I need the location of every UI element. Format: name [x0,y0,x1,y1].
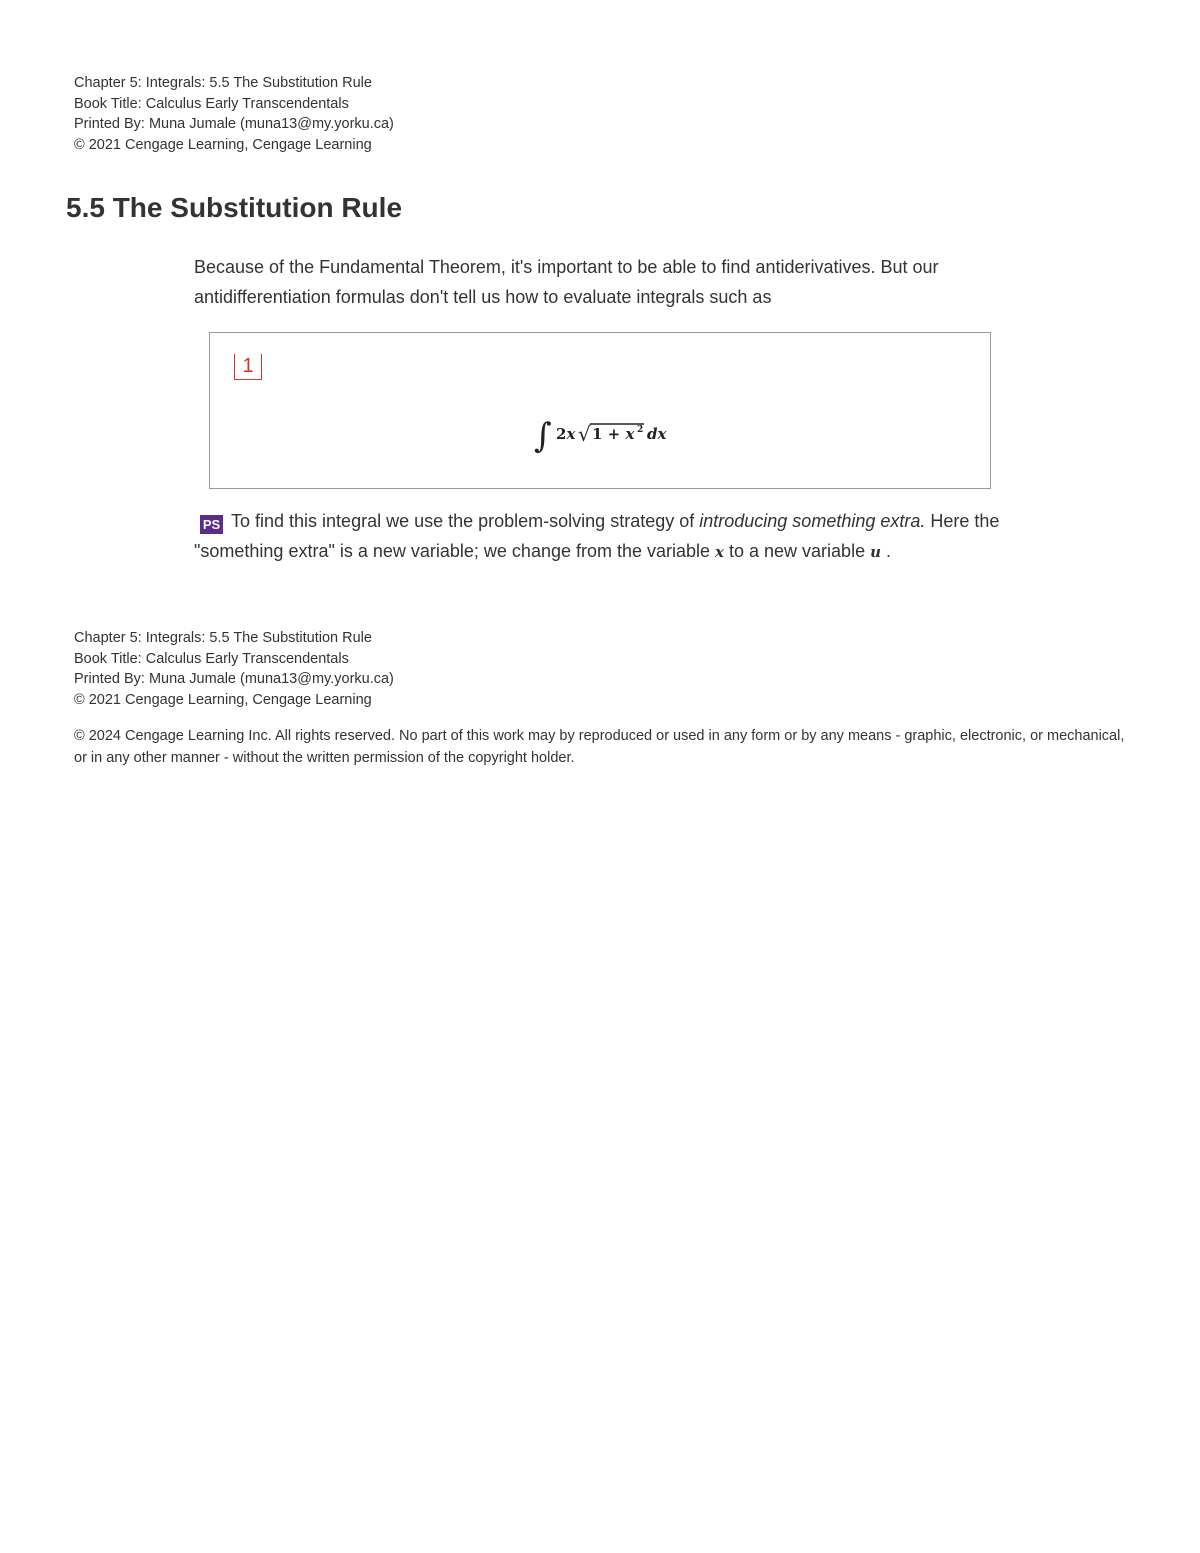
section-title: 5.5 The Substitution Rule [66,192,403,223]
chapter-line: Chapter 5: Integrals: 5.5 The Substitution Rule [74,630,372,646]
paragraph-text-mid2: to a new variable [724,540,871,561]
svg-text:2: 2 [637,425,644,435]
svg-text:2x: 2x [556,425,576,443]
print-footer [74,628,394,710]
printed-by-line: Printed By: Muna Jumale (muna13@my.yorku.ca) [74,671,394,688]
svg-text:1 + x: 1 + x [592,425,635,443]
legal-notice: © 2024 Cengage Learning Inc. All rights reserved. No part of this work may by reproduced or used in any form or by any means - graphic, electronic, or mechanical, or in any other manner - without the written permission of the copyright holder. [74,728,1125,766]
svg-text:dx: dx [647,425,667,443]
paragraph-text-before: To find this integral we use the problem-solving strategy of [231,511,700,531]
copyright-line: © 2021 Cengage Learning, Cengage Learning [74,691,372,708]
svg-text:√: √ [578,422,591,446]
copyright-line: © 2021 Cengage Learning, Cengage Learning [74,136,372,153]
book-title-line: Book Title: Calculus Early Transcendentals [74,650,349,667]
integral-equation [534,415,674,457]
paragraph-text-mid1: Here the "something extra" is a new variable; we change from the variable [194,511,1000,561]
intro-paragraph: Because of the Fundamental Theorem, it's important to be able to find antiderivatives. But our antidifferentiation formulas don't tell us how to evaluate integrals such as [194,257,939,307]
variable-x: x [715,542,724,561]
equation-box [209,332,991,489]
print-header [74,73,394,155]
problem-solving-badge[interactable]: PS [200,515,223,534]
printed-by-line: Printed By: Muna Jumale (muna13@my.yorku.ca) [74,116,394,133]
chapter-line: Chapter 5: Integrals: 5.5 The Substitution Rule [74,75,372,91]
svg-text:∫: ∫ [534,416,552,456]
paragraph-text-end: . [881,540,892,561]
substitution-paragraph [194,507,1004,567]
variable-u: u [870,542,881,561]
equation-number: 1 [234,354,262,380]
book-title-line: Book Title: Calculus Early Transcendentals [74,95,349,112]
paragraph-emphasis: introducing something extra. [699,511,926,531]
